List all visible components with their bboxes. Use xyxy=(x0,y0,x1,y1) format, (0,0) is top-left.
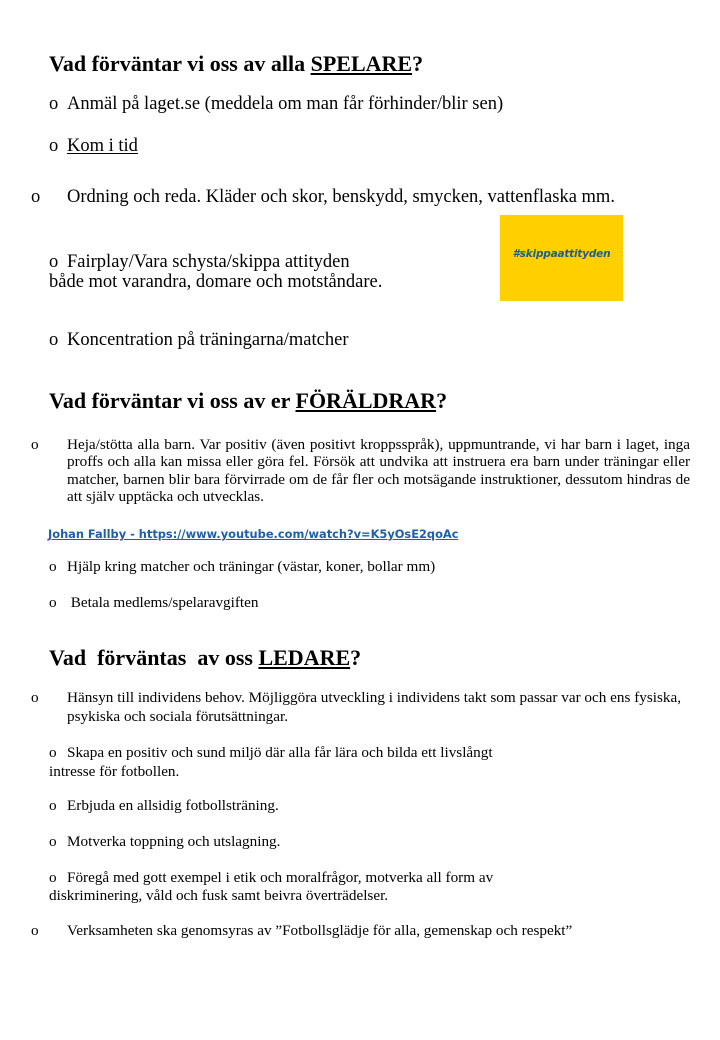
skippa-attityden-badge xyxy=(500,215,623,301)
players-item-5 xyxy=(49,330,672,350)
leaders-item-1-text: Hänsyn till individens behov. Möjliggöra utveckling i individens takt som passar var och ens fysiska, psykiska och sociala förutsättningar. xyxy=(67,689,682,725)
bullet-icon: o xyxy=(49,594,57,611)
parents-item-1-text: Heja/stötta alla barn. Var positiv (även positivt kroppsspråk), uppmuntrande, vi har barn i laget, inga proffs och alla kan missa eller göra fel. Försök att undvika att instruera era barn under träningar eller matcher, barnen blir bara förvirrade om de får fler och motsägande instruktioner, dessutom hindras de att själv upptäcka och utvecklas. xyxy=(67,436,690,506)
players-item-2-text: Kom i tid xyxy=(67,136,138,156)
heading-leaders-qmark: ? xyxy=(350,645,362,670)
bullet-icon: o xyxy=(49,330,59,350)
bullet-icon: o xyxy=(49,136,59,156)
bullet-icon: o xyxy=(49,744,57,761)
leaders-item-6 xyxy=(31,922,690,940)
parents-item-1 xyxy=(31,436,690,506)
players-item-2 xyxy=(49,136,672,156)
leaders-item-5-text: Föregå med gott exempel i etik och moralfrågor, motverka all form av xyxy=(67,869,494,886)
players-item-1 xyxy=(49,94,672,114)
leaders-item-1 xyxy=(31,688,690,726)
leaders-item-5 xyxy=(49,869,493,905)
heading-players-keyword: SPELARE xyxy=(310,51,413,76)
players-item-3 xyxy=(31,187,690,207)
bullet-icon: o xyxy=(49,797,57,814)
leaders-item-5-line2: diskriminering, våld och fusk samt beivra överträdelser. xyxy=(49,887,389,904)
bullet-icon: o xyxy=(49,252,59,272)
players-item-4-text: Fairplay/Vara schysta/skippa attityden xyxy=(67,252,350,272)
bullet-icon: o xyxy=(31,689,39,706)
leaders-item-3-text: Erbjuda en allsidig fotbollsträning. xyxy=(67,797,279,814)
parents-item-3-text: Betala medlems/spelaravgiften xyxy=(67,594,259,611)
bullet-icon: o xyxy=(31,187,41,207)
heading-players xyxy=(49,51,423,77)
bullet-icon: o xyxy=(49,558,57,575)
players-item-4 xyxy=(49,252,382,292)
leaders-item-2 xyxy=(49,743,493,781)
bullet-icon: o xyxy=(31,436,39,453)
players-item-1-text: Anmäl på laget.se (meddela om man får förhinder/blir sen) xyxy=(67,94,504,114)
leaders-item-4-text: Motverka toppning och utslagning. xyxy=(67,833,281,850)
leaders-item-3 xyxy=(49,797,672,814)
heading-players-qmark: ? xyxy=(412,51,424,76)
heading-leaders xyxy=(49,645,361,671)
parents-item-2 xyxy=(49,558,672,575)
bullet-icon: o xyxy=(49,833,57,850)
heading-parents-text: Vad förväntar vi oss av er xyxy=(49,388,296,413)
heading-leaders-text: Vad förväntas av oss xyxy=(49,645,259,670)
heading-players-text: Vad förväntar vi oss av alla xyxy=(49,51,311,76)
badge-text: #skippaattityden xyxy=(512,248,611,260)
heading-parents-qmark: ? xyxy=(436,388,448,413)
leaders-item-2-line2: intresse för fotbollen. xyxy=(49,763,180,780)
players-item-4-line2: både mot varandra, domare och motståndare. xyxy=(49,272,383,292)
parents-item-3 xyxy=(49,594,672,611)
players-item-3-text: Ordning och reda. Kläder och skor, benskydd, smycken, vattenflaska mm. xyxy=(67,187,615,207)
leaders-item-4 xyxy=(49,833,672,850)
leaders-item-6-text: Verksamheten ska genomsyras av ”Fotbollsglädje för alla, gemenskap och respekt” xyxy=(67,922,573,939)
bullet-icon: o xyxy=(49,94,59,114)
johan-fallby-video-link[interactable]: Johan Fallby - https://www.youtube.com/watch?v=K5yOsE2qoAc xyxy=(48,527,459,541)
leaders-item-2-text: Skapa en positiv och sund miljö där alla får lära och bilda ett livslångt xyxy=(67,744,493,761)
bullet-icon: o xyxy=(31,922,39,939)
heading-leaders-keyword: LEDARE xyxy=(258,645,351,670)
heading-parents-keyword: FÖRÄLDRAR xyxy=(295,388,437,413)
bullet-icon: o xyxy=(49,869,57,886)
parents-item-2-text: Hjälp kring matcher och träningar (västar, koner, bollar mm) xyxy=(67,558,436,575)
heading-parents xyxy=(49,388,447,414)
players-item-5-text: Koncentration på träningarna/matcher xyxy=(67,330,349,350)
